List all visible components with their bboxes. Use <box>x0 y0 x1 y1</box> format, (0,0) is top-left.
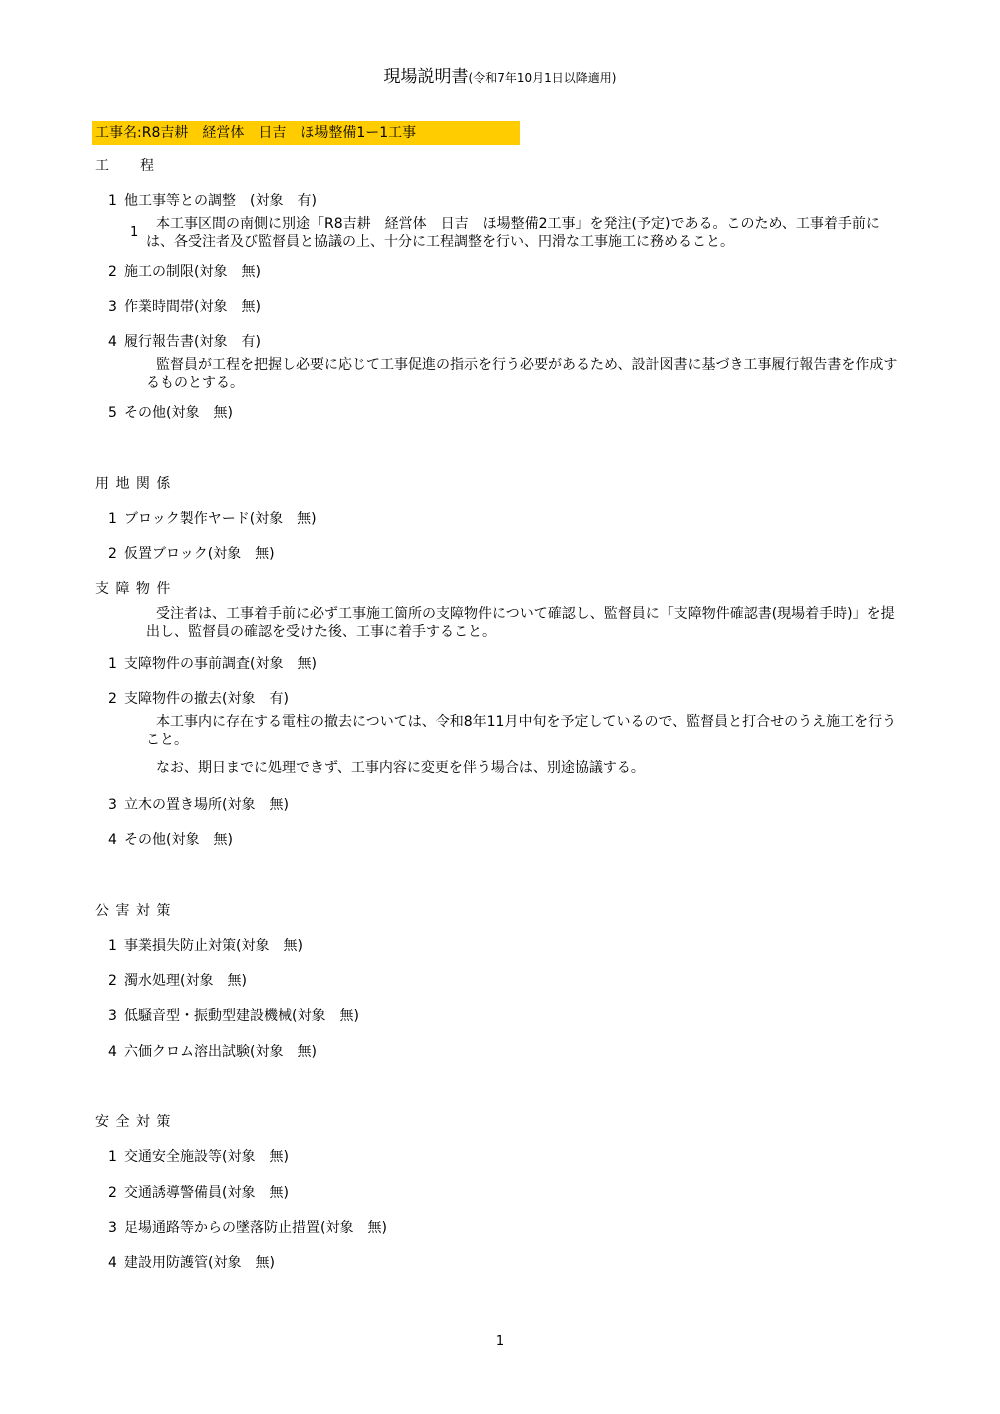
kougai-item-2 <box>108 970 247 990</box>
title-sub: (令和7年10月1日以降適用) <box>468 71 617 85</box>
kougai-item-3 <box>108 1005 359 1025</box>
item-label: 作業時間帯(対象 無) <box>124 299 261 315</box>
section-heading-kougai: 公 害 対 策 <box>95 903 172 919</box>
paragraph-text: 本工事区間の南側に別途「R8吉耕 経営体 日吉 ほ場整備2工事」を発注(予定)である。このため、工事着手前には、各受注者及び監督員と協議の上、十分に工程調整を行い、円滑な工事施工に務めること。 <box>146 216 880 250</box>
item-number: 3 <box>108 797 117 813</box>
koutei-item-5 <box>108 402 233 422</box>
anzen-item-3 <box>108 1217 387 1237</box>
item-number: 5 <box>108 405 117 421</box>
anzen-item-1 <box>108 1146 289 1166</box>
item-number: 2 <box>108 973 117 989</box>
anzen-item-2 <box>108 1182 289 1202</box>
item-number: 4 <box>108 334 117 350</box>
item-label: 立木の置き場所(対象 無) <box>124 797 289 813</box>
shishou-item-2 <box>108 688 289 708</box>
item-label: その他(対象 無) <box>124 832 233 848</box>
section-heading-koutei: 工 程 <box>95 158 155 174</box>
section-heading-anzen: 安 全 対 策 <box>95 1114 172 1130</box>
item-label: 低騒音型・振動型建設機械(対象 無) <box>124 1008 359 1024</box>
youchi-item-2 <box>108 543 275 563</box>
item-label: 交通誘導警備員(対象 無) <box>124 1185 289 1201</box>
koutei-item-3 <box>108 296 261 316</box>
page-number: 1 <box>495 1334 505 1349</box>
item-label: 六価クロム溶出試験(対象 無) <box>124 1044 317 1060</box>
item-number: 3 <box>108 299 117 315</box>
paragraph-text: 受注者は、工事着手前に必ず工事施工箇所の支障物件について確認し、監督員に「支障物件確認書(現場着手時)」を提出し、監督員の確認を受けた後、工事に着手すること。 <box>146 606 895 640</box>
paragraph-text: 監督員が工程を把握し必要に応じて工事促進の指示を行う必要があるため、設計図書に基づき工事履行報告書を作成するものとする。 <box>146 357 898 391</box>
shishou-item-2-text1 <box>146 713 906 749</box>
item-label: ブロック製作ヤード(対象 無) <box>124 511 317 527</box>
koutei-item-2 <box>108 261 261 281</box>
anzen-item-4 <box>108 1252 275 1272</box>
koutei-item-4 <box>108 331 261 351</box>
shishou-item-3 <box>108 794 289 814</box>
item-number: 1 <box>108 193 117 209</box>
kougai-item-4 <box>108 1041 317 1061</box>
item-number: 2 <box>108 264 117 280</box>
item-number: 2 <box>108 691 117 707</box>
item-label: 足場通路等からの墜落防止措置(対象 無) <box>124 1220 387 1236</box>
item-label: 事業損失防止対策(対象 無) <box>124 938 303 954</box>
item-number: 1 <box>108 656 117 672</box>
item-number: 4 <box>108 832 117 848</box>
item-number: 4 <box>108 1044 117 1060</box>
item-label: 支障物件の事前調査(対象 無) <box>124 656 317 672</box>
shishou-item-1 <box>108 653 317 673</box>
item-number: 2 <box>108 546 117 562</box>
koutei-item-1-text <box>146 215 906 251</box>
kougai-item-1 <box>108 935 303 955</box>
shishou-item-2-text2 <box>146 759 906 777</box>
shishou-item-4 <box>108 829 233 849</box>
paragraph-text: なお、期日までに処理できず、工事内容に変更を伴う場合は、別途協議する。 <box>156 760 645 776</box>
item-label: 濁水処理(対象 無) <box>124 973 247 989</box>
project-name: 工事名:R8吉耕 経営体 日吉 ほ場整備1ー1工事 <box>92 121 520 145</box>
koutei-item-1 <box>108 190 317 210</box>
item-number: 1 <box>108 938 117 954</box>
item-label: 履行報告書(対象 有) <box>124 334 261 350</box>
item-label: 施工の制限(対象 無) <box>124 264 261 280</box>
item-number: 2 <box>108 1185 117 1201</box>
shishou-intro-text <box>146 605 906 641</box>
item-label: 交通安全施設等(対象 無) <box>124 1149 289 1165</box>
paragraph-text: 本工事内に存在する電柱の撤去については、令和8年11月中旬を予定しているので、監督員と打合せのうえ施工を行うこと。 <box>146 714 897 748</box>
item-number: 3 <box>108 1220 117 1236</box>
koutei-item-4-text <box>146 356 906 392</box>
item-label: 支障物件の撤去(対象 有) <box>124 691 289 707</box>
koutei-item-1-subnum: 1 <box>130 225 139 240</box>
item-number: 4 <box>108 1255 117 1271</box>
item-number: 1 <box>108 511 117 527</box>
item-label: その他(対象 無) <box>124 405 233 421</box>
youchi-item-1 <box>108 508 317 528</box>
item-number: 1 <box>108 1149 117 1165</box>
title-main: 現場説明書 <box>383 67 469 87</box>
item-label: 建設用防護管(対象 無) <box>124 1255 275 1271</box>
item-label: 他工事等との調整 (対象 有) <box>124 193 317 209</box>
document-title <box>0 62 1000 87</box>
item-number: 3 <box>108 1008 117 1024</box>
section-heading-youchi: 用 地 関 係 <box>95 476 172 492</box>
section-heading-shishou: 支 障 物 件 <box>95 581 172 597</box>
item-label: 仮置ブロック(対象 無) <box>124 546 275 562</box>
